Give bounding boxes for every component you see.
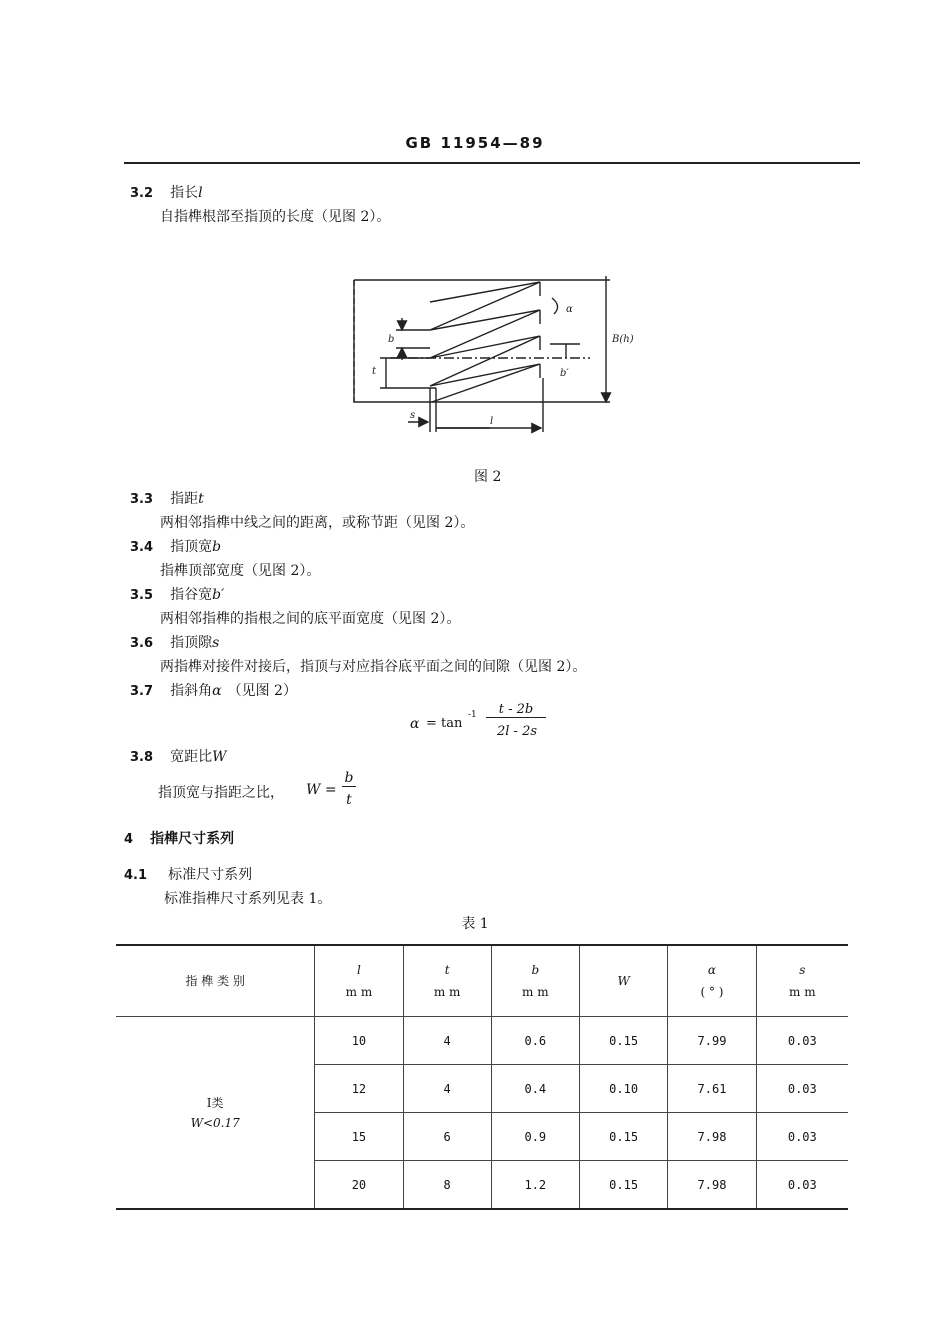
formula-lhs: α: [410, 716, 420, 732]
label-alpha: α: [566, 304, 573, 315]
ratio-denominator: t: [346, 792, 352, 808]
section-4-1: [124, 864, 252, 884]
ratio-numerator: b: [342, 770, 356, 787]
section-title: 指榫尺寸系列: [150, 831, 235, 847]
table-row: 20 8 1.2 0.15 7.98 0.03: [116, 1161, 848, 1210]
section-3-2-text: 自指榫根部至指顶的长度（见图 2）。: [160, 209, 391, 225]
section-title: 宽距比: [170, 749, 213, 765]
formula-denominator: 2l - 2s: [496, 724, 538, 739]
table-header-row: [116, 945, 848, 1017]
section-symbol: l: [198, 185, 203, 201]
section-number: 3.8: [130, 750, 154, 765]
section-3-5-text: 两相邻指榫的指根之间的底平面宽度（见图 2）。: [160, 611, 461, 627]
formula-numerator: t - 2b: [486, 702, 546, 718]
section-3-6: [130, 632, 219, 652]
section-number: 3.4: [130, 540, 154, 555]
header-rule: [124, 162, 860, 164]
table-row: Ⅰ类 W<0.17 10 4 0.6 0.15 7.99 0.03: [116, 1017, 848, 1065]
section-title: 指谷宽: [170, 587, 213, 603]
section-number: 3.7: [130, 684, 154, 699]
section-number: 3.3: [130, 492, 154, 507]
section-3-2: [130, 182, 203, 202]
section-4-1-text: 标准指榫尺寸系列见表 1。: [164, 891, 332, 907]
section-3-8: [130, 746, 227, 766]
section-3-7: [130, 680, 297, 700]
header-category: 指 榫 类 别: [116, 945, 315, 1017]
section-3-5: [130, 584, 224, 604]
header-W: W: [579, 945, 667, 1017]
section-3-3-text: 两相邻指榫中线之间的距离，或称节距（见图 2）。: [160, 515, 475, 531]
header-b: b m m: [491, 945, 579, 1017]
label-t: t: [372, 366, 377, 377]
figure-caption: 图 2: [474, 469, 502, 485]
section-title: 指斜角: [170, 683, 213, 699]
section-symbol: W: [212, 749, 227, 765]
section-title: 标准尺寸系列: [168, 867, 253, 883]
section-title: 指长: [170, 185, 199, 201]
finger-size-table: [116, 944, 848, 1210]
section-symbol: b′: [212, 587, 225, 603]
section-4: [124, 828, 234, 848]
ratio-lhs: W =: [306, 782, 337, 798]
label-l: l: [490, 416, 494, 427]
section-suffix: （见图 2）: [227, 683, 297, 699]
section-number: 4: [124, 832, 134, 847]
section-number: 3.6: [130, 636, 154, 651]
table-caption: 表 1: [461, 916, 489, 932]
header-s: s m m: [756, 945, 848, 1017]
header-l: l m m: [315, 945, 403, 1017]
section-3-3: [130, 488, 204, 508]
header-t: t m m: [403, 945, 491, 1017]
section-3-6-text: 两指榫对接件对接后，指顶与对应指谷底平面之间的间隙（见图 2）。: [160, 659, 587, 675]
section-symbol: t: [198, 491, 204, 507]
label-bprime: b′: [560, 368, 569, 379]
section-title: 指顶宽: [170, 539, 213, 555]
label-B: B(h): [612, 334, 634, 345]
formula-fn: = tan: [426, 716, 463, 731]
section-number: 3.2: [130, 186, 154, 201]
category-cell: Ⅰ类 W<0.17: [116, 1017, 315, 1210]
section-number: 3.5: [130, 588, 154, 603]
document-header: GB 11954—89: [405, 134, 545, 152]
section-number: 4.1: [124, 868, 148, 883]
table-row: 12 4 0.4 0.10 7.61 0.03: [116, 1065, 848, 1113]
header-alpha: α ( ° ): [668, 945, 756, 1017]
alpha-formula: [410, 702, 610, 762]
section-title: 指顶隙: [170, 635, 213, 651]
finger-joint-figure: [340, 262, 634, 442]
section-symbol: α: [212, 683, 222, 699]
section-symbol: s: [212, 635, 220, 651]
ratio-text: 指顶宽与指距之比，: [158, 785, 284, 801]
label-s: s: [410, 410, 416, 421]
section-3-4: [130, 536, 221, 556]
formula-exponent: -1: [468, 710, 477, 720]
table-row: 15 6 0.9 0.15 7.98 0.03: [116, 1113, 848, 1161]
section-3-4-text: 指榫顶部宽度（见图 2）。: [160, 563, 321, 579]
section-title: 指距: [170, 491, 199, 507]
label-b: b: [388, 334, 395, 345]
section-symbol: b: [212, 539, 222, 555]
